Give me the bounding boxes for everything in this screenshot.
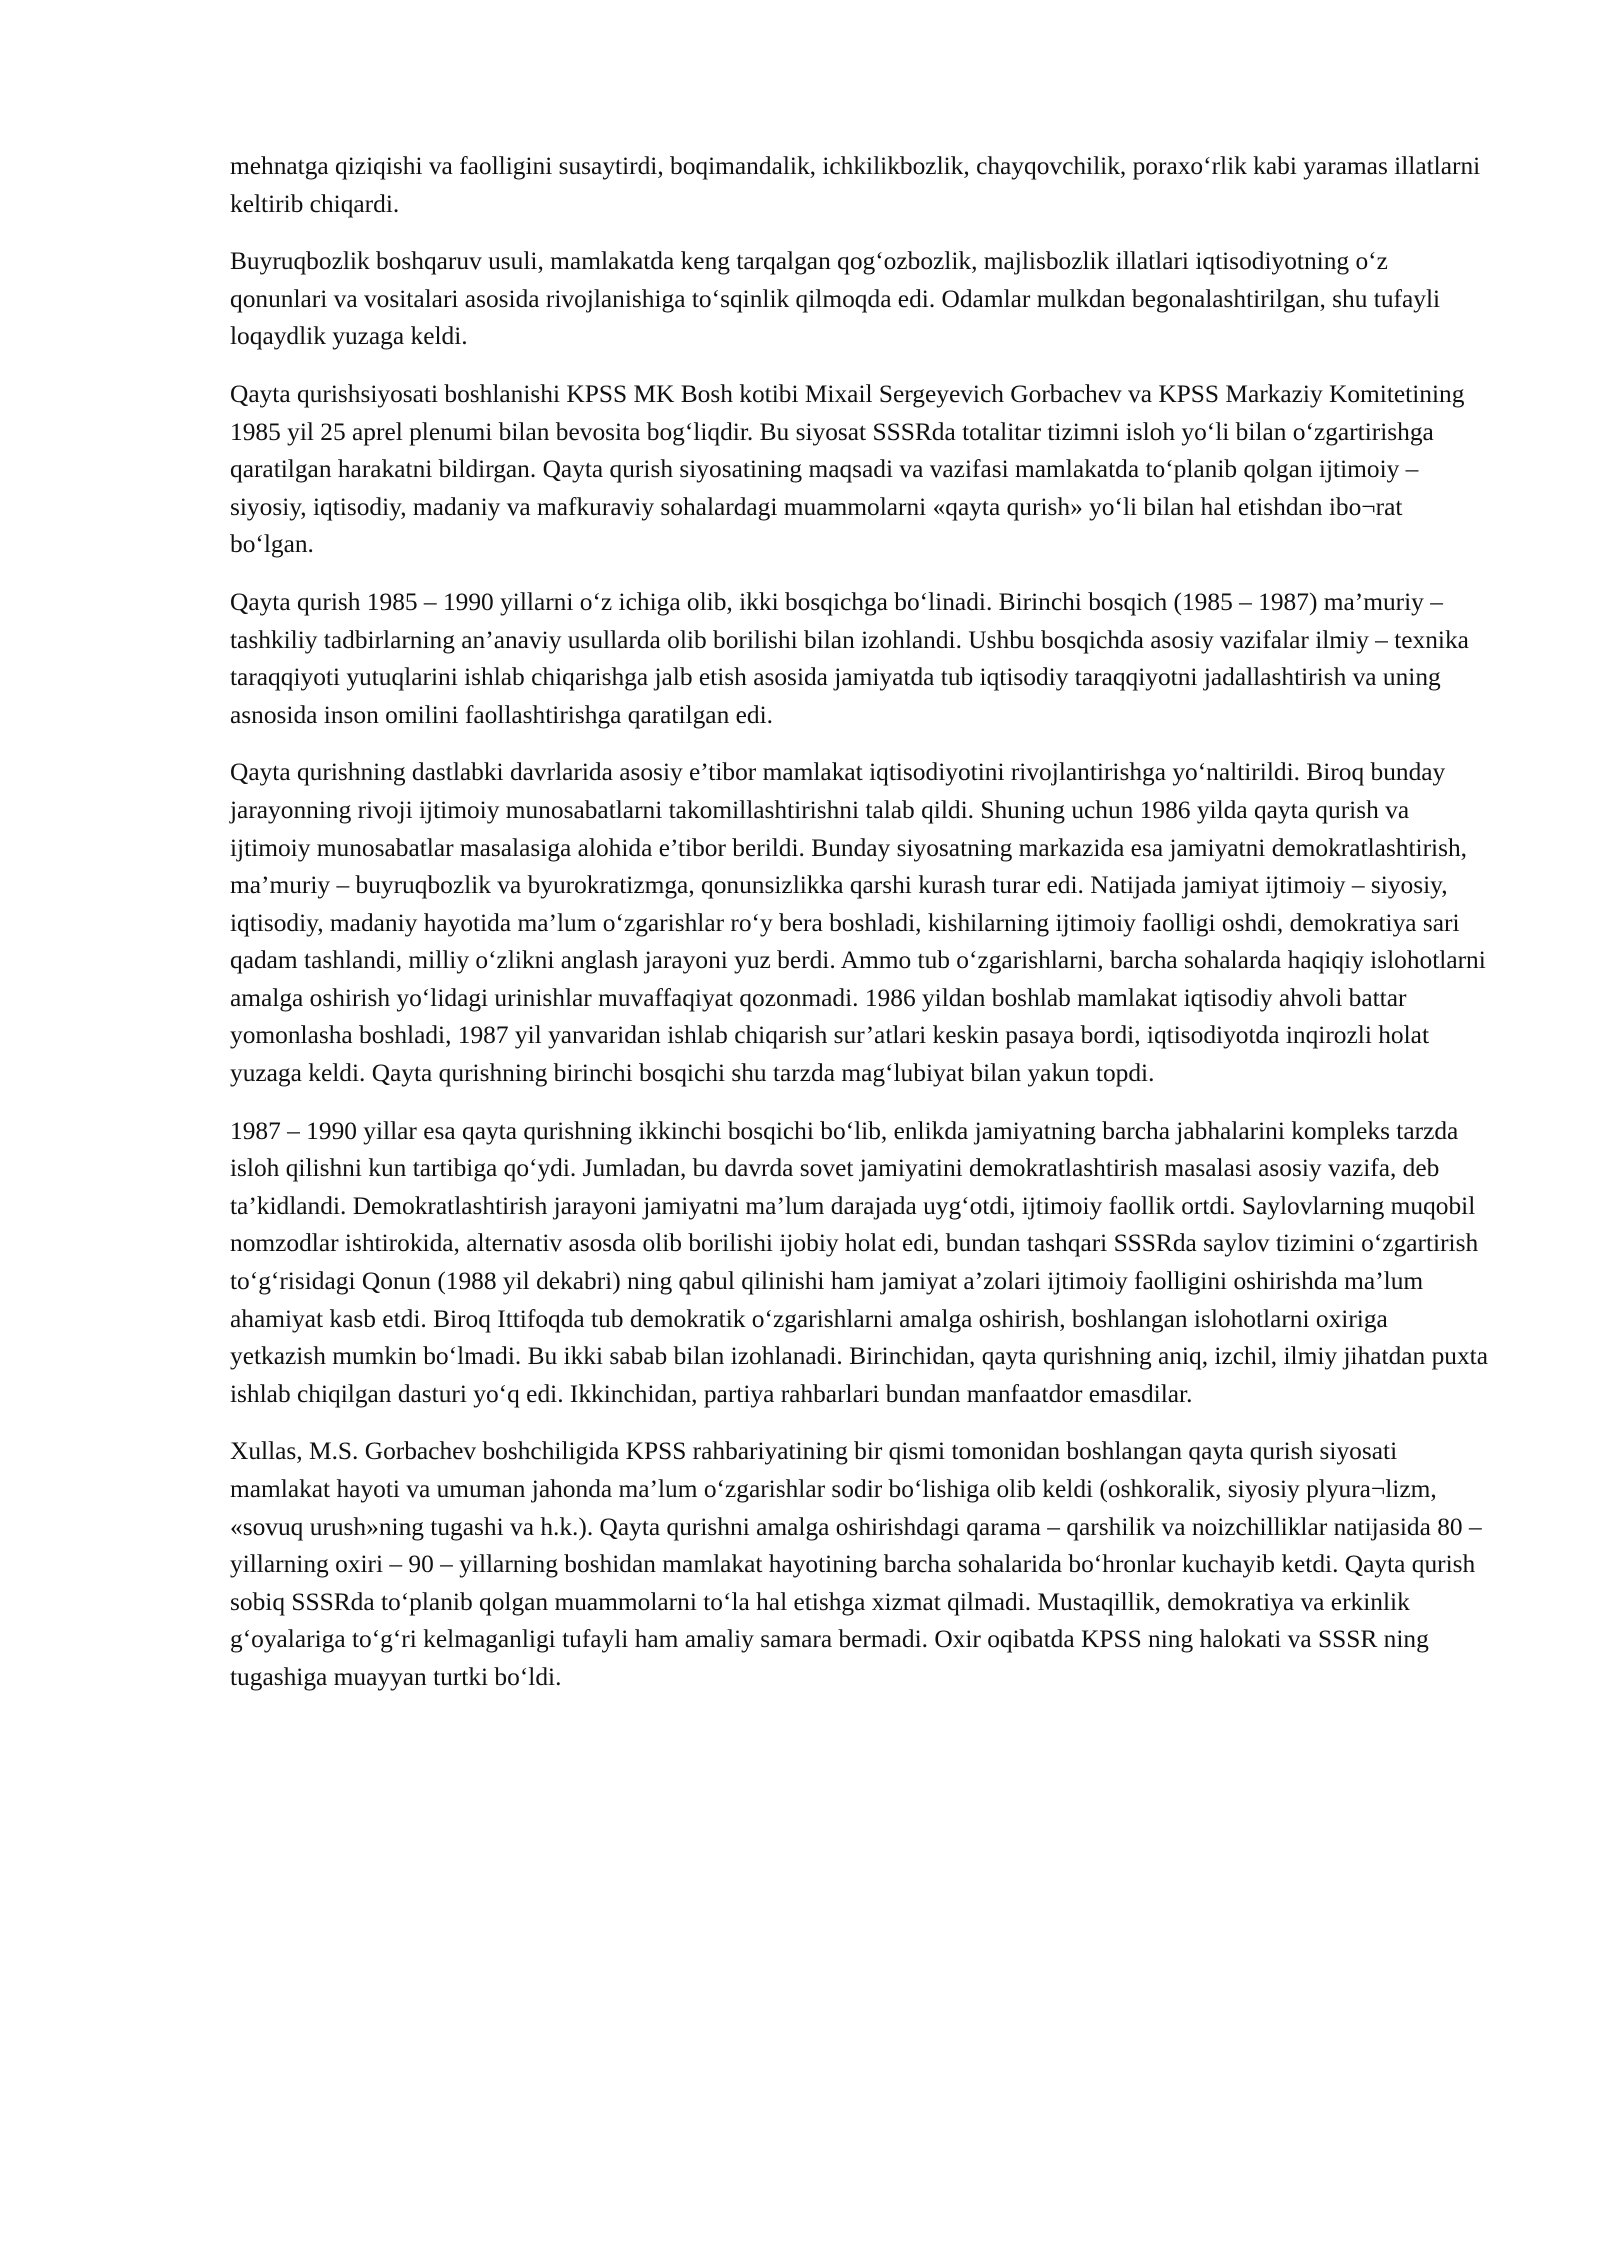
paragraph: Qayta qurishning dastlabki davrlarida asosiy e’tibor mamlakat iqtisodiyotini rivojlantirishga yo‘naltirildi. Biroq bunday jarayonning rivoji ijtimoiy munosabatlarni takomillashtirishni talab qildi. Shuning uchun 1986 yilda qayta qurish va ijtimoiy munosabatlar masalasiga alohida e’tibor berildi. Bunday siyosatning markazida esa jamiyatni demokratlashtirish, ma’muriy – buyruqbozlik va byurokratizmga, qonunsizlikka qarshi kurash turar edi. Natijada jamiyat ijtimoiy – siyosiy, iqtisodiy, madaniy hayotida ma’lum o‘zgarishlar ro‘y bera boshladi, kishilarning ijtimoiy faolligi oshdi, demokratiya sari qadam tashlandi, milliy o‘zlikni anglash jarayoni yuz berdi. Ammo tub o‘zgarishlarni, barcha sohalarda haqiqiy islohotlarni amalga oshirish yo‘lidagi urinishlar muvaffaqiyat qozonmadi. 1986 yildan boshlab mamlakat iqtisodiy ahvoli battar yomonlasha boshladi, 1987 yil yanvaridan ishlab chiqarish sur’atlari keskin pasaya bordi, iqtisodiyotda inqirozli holat yuzaga keldi. Qayta qurishning birinchi bosqichi shu tarzda mag‘lubiyat bilan yakun topdi. (230, 758, 1486, 1088)
paragraph: Qayta qurish 1985 – 1990 yillarni o‘z ichiga olib, ikki bosqichga bo‘linadi. Birinchi bosqich (1985 – 1987) ma’muriy – tashkiliy tadbirlarning an’anaviy usullarda olib borilishi bilan izohlandi. Ushbu bosqichda asosiy vazifalar ilmiy – texnika taraqqiyoti yutuqlarini ishlab chiqarishga jalb etish asosida jamiyatda tub iqtisodiy taraqqiyotni jadallashtirish va uning asnosida inson omilini faollashtirishga qaratilgan edi. (230, 587, 1469, 729)
paragraph: Xullas, M.S. Gorbachev boshchiligida KPSS rahbariyatining bir qismi tomonidan boshlangan qayta qurish siyosati mamlakat hayoti va umuman jahonda ma’lum o‘zgarishlar sodir bo‘lishiga olib keldi (oshkoralik, siyosiy plyura¬lizm, «sovuq urush»ning tugashi va h.k.). Qayta qurishni amalga oshirishdagi qarama – qarshilik va noizchilliklar natijasida 80 – yillarning oxiri – 90 – yillarning boshidan mamlakat hayotining barcha sohalarida bo‘hronlar kuchayib ketdi. Qayta qurish sobiq SSSRda to‘planib qolgan muammolarni to‘la hal etishga xizmat qilmadi. Mustaqillik, demokratiya va erkinlik g‘oyalariga to‘g‘ri kelmaganligi tufayli ham amaliy samara bermadi. Oxir oqibatda KPSS ning halokati va SSSR ning tugashiga muayyan turtki bo‘ldi. (230, 1437, 1482, 1691)
paragraph: 1987 – 1990 yillar esa qayta qurishning ikkinchi bosqichi bo‘lib, enlikda jamiyatning barcha jabhalarini kompleks tarzda isloh qilishni kun tartibiga qo‘ydi. Jumladan, bu davrda sovet jamiyatini demokratlashtirish masalasi asosiy vazifa, deb ta’kidlandi. Demokratlashtirish jarayoni jamiyatni ma’lum darajada uyg‘otdi, ijtimoiy faollik ortdi. Saylovlarning muqobil nomzodlar ishtirokida, alternativ asosda olib borilishi ijobiy holat edi, bundan tashqari SSSRda saylov tizimini o‘zgartirish to‘g‘risidagi Qonun (1988 yil dekabri) ning qabul qilinishi ham jamiyat a’zolari ijtimoiy faolligini oshirishda ma’lum ahamiyat kasb etdi. Biroq Ittifoqda tub demokratik o‘zgarishlarni amalga oshirish, boshlangan islohotlarni oxiriga yetkazish mumkin bo‘lmadi. Bu ikki sabab bilan izohlanadi. Birinchidan, qayta qurishning aniq, izchil, ilmiy jihatdan puxta ishlab chiqilgan dasturi yo‘q edi. Ikkinchidan, partiya rahbarlari bundan manfaatdor emasdilar. (230, 1116, 1489, 1408)
paragraph: Qayta qurishsiyosati boshlanishi KPSS MK Bosh kotibi Mixail Sergeyevich Gorbachev va KPSS Markaziy Komitetining 1985 yil 25 aprel plenumi bilan bevosita bog‘liqdir. Bu siyosat SSSRda totalitar tizimni isloh yo‘li bilan o‘zgartirishga qaratilgan harakatni bildirgan. Qayta qurish siyosatining maqsadi va vazifasi mamlakatda to‘planib qolgan ijtimoiy – siyosiy, iqtisodiy, madaniy va mafkuraviy sohalardagi muammolarni «qayta qurish» yo‘li bilan hal etishdan ibo¬rat bo‘lgan. (230, 379, 1465, 559)
paragraph: Buyruqbozlik boshqaruv usuli, mamlakatda keng tarqalgan qog‘ozbozlik, majlisbozlik illatlari iqtisodiyotning o‘z qonunlari va vositalari asosida rivojlanishiga to‘sqinlik qilmoqda edi. Odamlar mulkdan begonalashtirilgan, shu tufayli loqaydlik yuzaga keldi. (230, 247, 1441, 351)
paragraph: mehnatga qiziqishi va faolligini susaytirdi, boqimandalik, ichkilikbozlik, chayqovchilik, poraxo‘rlik kabi yaramas illatlarni keltirib chiqardi. (230, 152, 1481, 218)
document-page (230, 148, 1490, 1717)
